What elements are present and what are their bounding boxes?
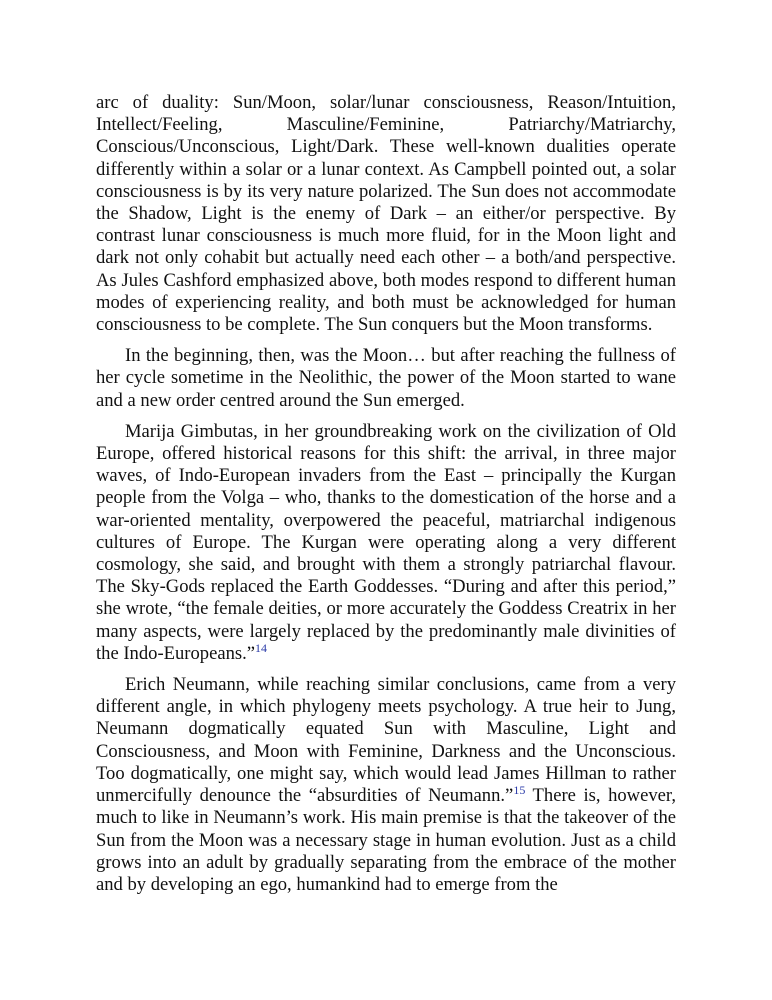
paragraph-moon-beginning bbox=[96, 345, 676, 412]
footnote-marker-15[interactable]: 15 bbox=[513, 782, 526, 797]
paragraph-duality bbox=[96, 92, 676, 336]
page-body bbox=[96, 92, 676, 905]
paragraph-text: arc of duality: Sun/Moon, solar/lunar consciousness, Reason/Intuition, Intellect/Feeling, Masculine/Feminine, Patriarchy/Matriarchy, Conscious/Unconscious, Light/Dark. These well-known dualities operate differently within a solar or a lunar context. As Campbell pointed out, a solar consciousness is by its very nature polarized. The Sun does not accommodate the Shadow, Light is the enemy of Dark – an either/or perspective. By contrast lunar consciousness is much more fluid, for in the Moon light and dark not only cohabit but actually need each other – a both/and perspective. As Jules Cashford emphasized above, both modes respond to different human modes of experiencing reality, and both must be acknowledged for human consciousness to be complete. The Sun conquers but the Moon transforms. bbox=[96, 92, 676, 336]
footnote-marker-14[interactable]: 14 bbox=[255, 640, 268, 655]
paragraph-text: Marija Gimbutas, in her groundbreaking work on the civilization of Old Europe, offered historical reasons for this shift: the arrival, in three major waves, of Indo-European invaders from the East – principally the Kurgan people from the Volga – who, thanks to the domestication of the horse and a war-oriented mentality, overpowered the peaceful, matriarchal indigenous cultures of Europe. The Kurgan were operating along a very different cosmology, she said, and brought with them a strongly patriarchal flavour. The Sky-Gods replaced the Earth Goddesses. “During and after this period,” she wrote, “the female deities, or more accurately the Goddess Creatrix in her many aspects, were largely replaced by the predominantly male divinities of the Indo-Europeans.” bbox=[96, 420, 676, 664]
paragraph-text: There is, however, much to like in Neumann’s work. His main premise is that the takeover of the Sun from the Moon was a necessary stage in human evolution. Just as a child grows into an adult by gradually separating from the embrace of the mother and by developing an ego, humankind had to emerge from the bbox=[96, 785, 676, 895]
paragraph-gimbutas bbox=[96, 421, 676, 665]
paragraph-text: Erich Neumann, while reaching similar conclusions, came from a very different angle, in which phylogeny meets psychology. A true heir to Jung, Neumann dogmatically equated Sun with Masculine, Light and Consciousness, and Moon with Feminine, Darkness and the Unconscious. Too dogmatically, one might say, which would lead James Hillman to rather unmercifully denounce the “absurdities of Neumann.” bbox=[96, 674, 676, 807]
paragraph-text: In the beginning, then, was the Moon… but after reaching the fullness of her cycle sometime in the Neolithic, the power of the Moon started to wane and a new order centred around the Sun emerged. bbox=[96, 345, 676, 411]
paragraph-neumann bbox=[96, 674, 676, 896]
